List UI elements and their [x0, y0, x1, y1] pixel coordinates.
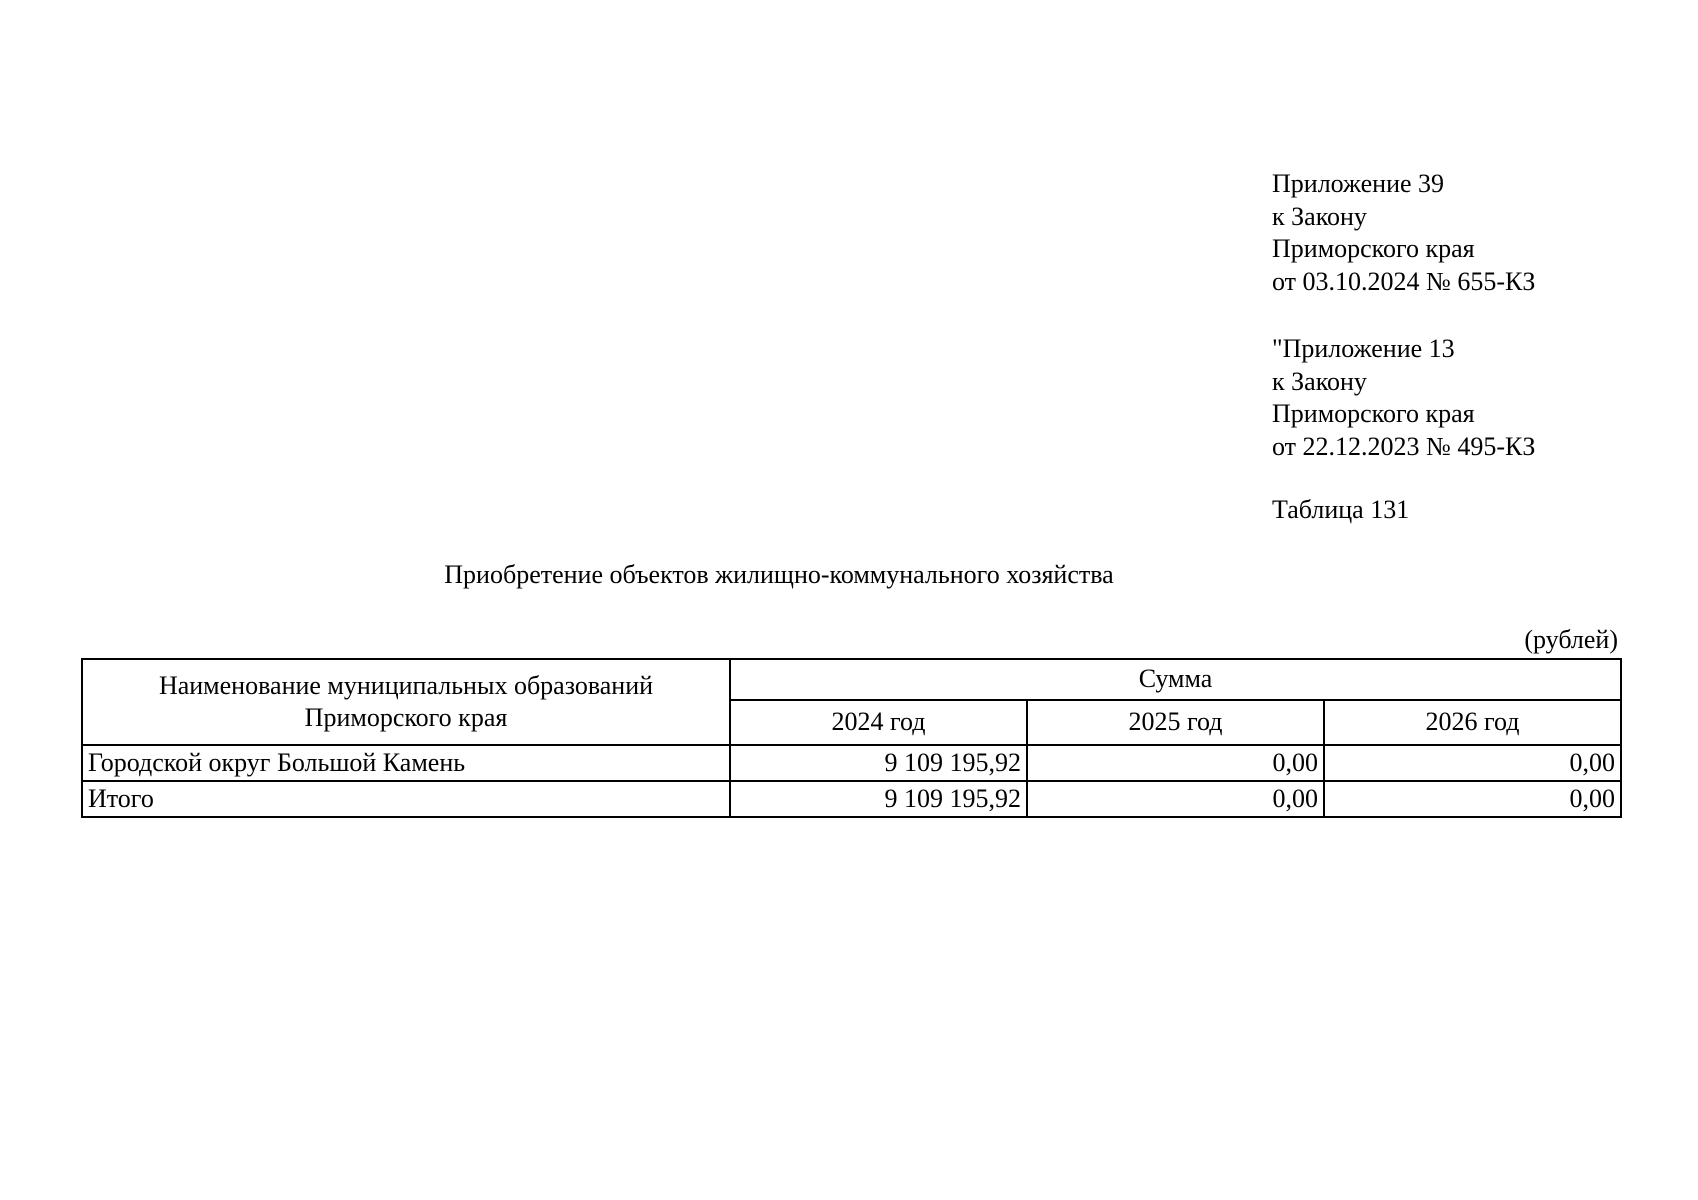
prior-appendix-line: "Приложение 13	[1272, 334, 1455, 363]
appendix-header	[1272, 168, 1535, 298]
funding-table	[81, 658, 1622, 818]
header-sum: Сумма	[730, 659, 1621, 700]
table-number: Таблица 131	[1272, 495, 1410, 524]
prior-appendix-line: от 22.12.2023 № 495-КЗ	[1272, 431, 1536, 461]
total-value-2024: 9 109 195,92	[730, 781, 1027, 817]
appendix-line: Приморского края	[1272, 234, 1475, 263]
document-title	[0, 559, 1698, 591]
row-municipality-name: Городской округ Большой Камень	[82, 745, 730, 781]
row-value-2024: 9 109 195,92	[730, 745, 1027, 781]
prior-appendix-line: Приморского края	[1272, 399, 1475, 428]
prior-appendix-line: к Закону	[1272, 366, 1367, 396]
row-value-2026: 0,00	[1324, 745, 1621, 781]
appendix-line: Приложение 39	[1272, 169, 1445, 198]
appendix-line: к Закону	[1272, 201, 1367, 231]
header-year-2026: 2026 год	[1324, 700, 1621, 745]
total-label: Итого	[82, 781, 730, 817]
header-municipality-line1: Наименование муниципальных образований	[158, 671, 654, 700]
header-year-2025: 2025 год	[1027, 700, 1324, 745]
table-row	[82, 745, 1621, 781]
header-municipality	[82, 659, 730, 745]
total-value-2025: 0,00	[1027, 781, 1324, 817]
header-year-2024: 2024 год	[730, 700, 1027, 745]
appendix-line: от 03.10.2024 № 655-КЗ	[1272, 266, 1536, 296]
header-municipality-line2: Приморского края	[304, 703, 508, 732]
total-value-2026: 0,00	[1324, 781, 1621, 817]
unit-note: (рублей)	[1524, 625, 1618, 654]
row-value-2025: 0,00	[1027, 745, 1324, 781]
prior-appendix-header	[1272, 333, 1535, 463]
total-row	[82, 781, 1621, 817]
document-title-text: Приобретение объектов жилищно-коммунального хозяйства	[444, 560, 1114, 589]
